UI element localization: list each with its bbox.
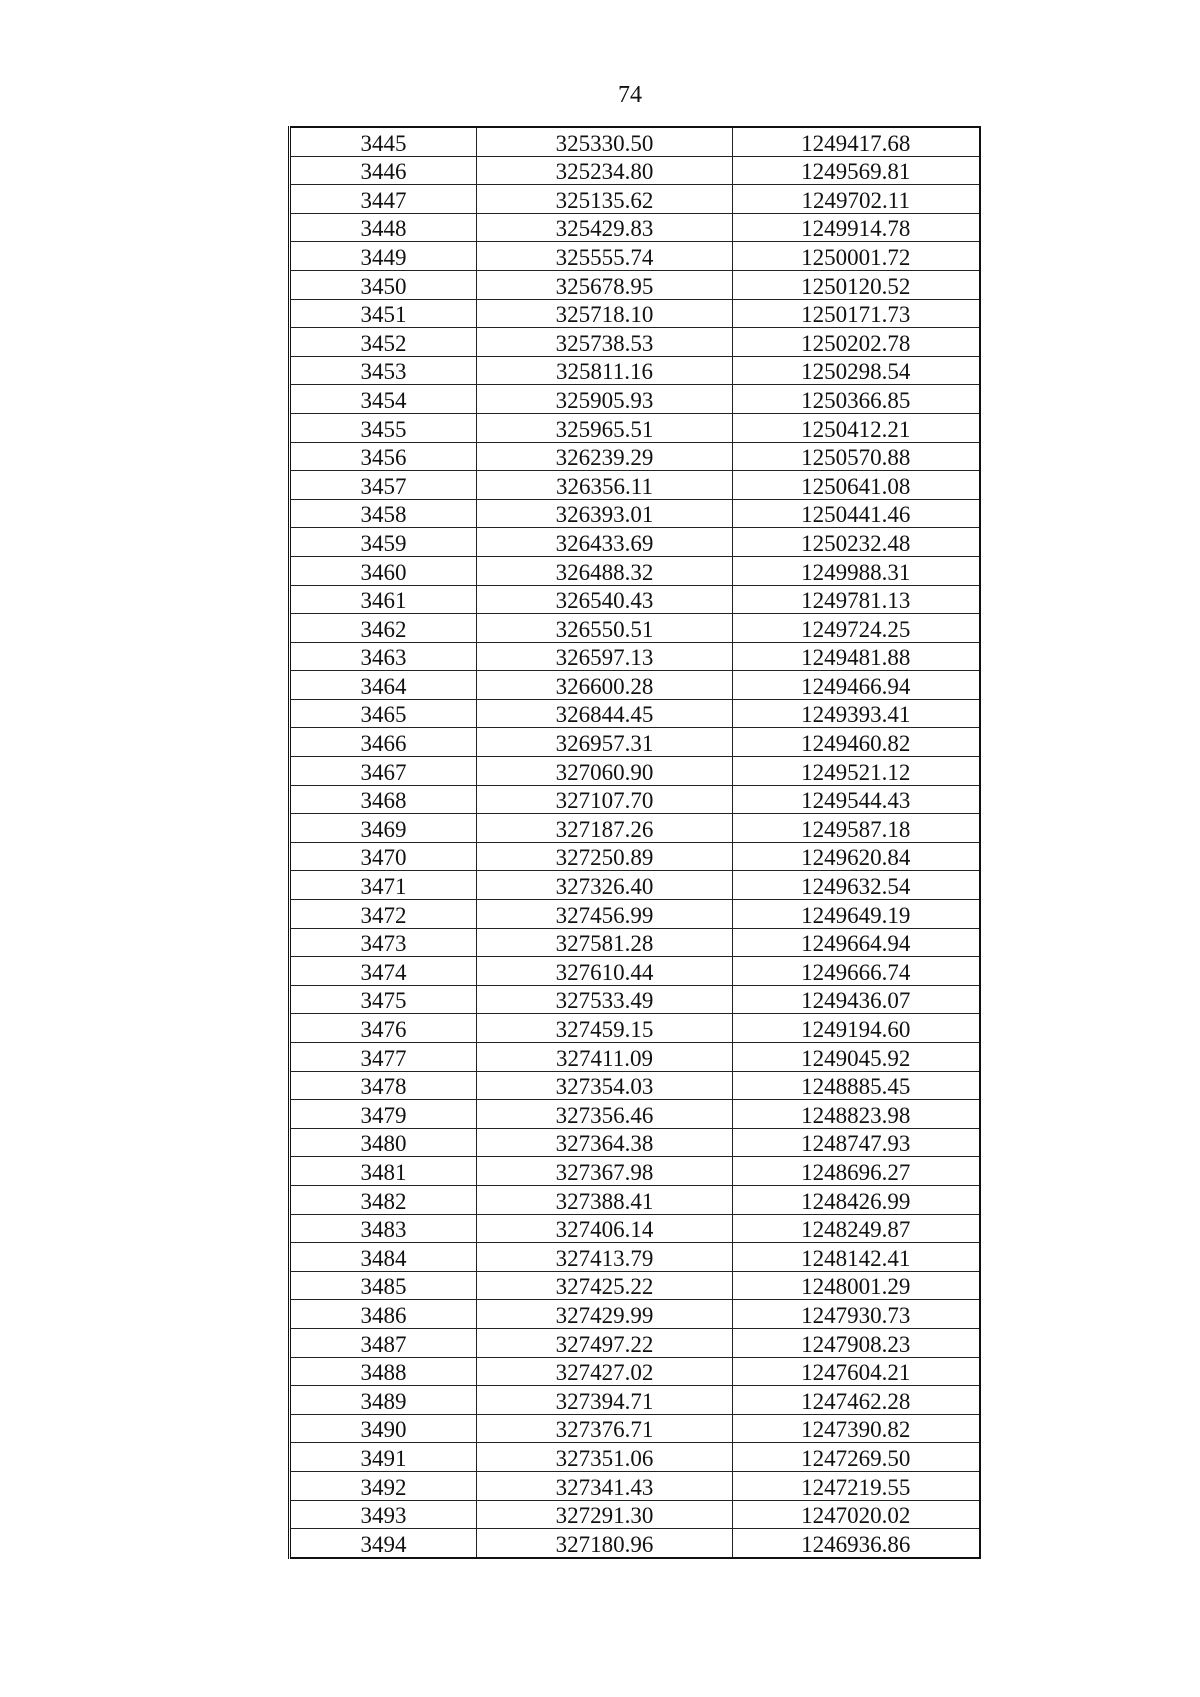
- point-number-cell: 3455: [290, 413, 477, 442]
- table-row: [290, 356, 980, 385]
- x-coordinate-cell: 327413.79: [477, 1243, 733, 1272]
- x-coordinate-cell: 325738.53: [477, 328, 733, 357]
- x-coordinate-cell: 325905.93: [477, 385, 733, 414]
- table-row: [290, 842, 980, 871]
- y-coordinate-cell: 1250298.54: [733, 356, 980, 385]
- y-coordinate-cell: 1247020.02: [733, 1500, 980, 1529]
- y-coordinate-cell: 1250366.85: [733, 385, 980, 414]
- point-number-cell: 3467: [290, 757, 477, 786]
- table-row: [290, 699, 980, 728]
- point-number-cell: 3484: [290, 1243, 477, 1272]
- x-coordinate-cell: 327456.99: [477, 900, 733, 929]
- table-row: [290, 413, 980, 442]
- table-row: [290, 499, 980, 528]
- point-number-cell: 3466: [290, 728, 477, 757]
- y-coordinate-cell: 1248823.98: [733, 1100, 980, 1129]
- point-number-cell: 3454: [290, 385, 477, 414]
- point-number-cell: 3456: [290, 442, 477, 471]
- x-coordinate-cell: 327250.89: [477, 842, 733, 871]
- y-coordinate-cell: 1248885.45: [733, 1071, 980, 1100]
- table-row: [290, 1386, 980, 1415]
- y-coordinate-cell: 1248249.87: [733, 1214, 980, 1243]
- coordinates-table-body: [290, 127, 980, 1558]
- point-number-cell: 3468: [290, 785, 477, 814]
- y-coordinate-cell: 1250171.73: [733, 299, 980, 328]
- point-number-cell: 3451: [290, 299, 477, 328]
- table-row: [290, 1157, 980, 1186]
- y-coordinate-cell: 1249045.92: [733, 1043, 980, 1072]
- x-coordinate-cell: 327180.96: [477, 1529, 733, 1558]
- table-row: [290, 957, 980, 986]
- table-row: [290, 642, 980, 671]
- table-row: [290, 900, 980, 929]
- x-coordinate-cell: 327107.70: [477, 785, 733, 814]
- point-number-cell: 3465: [290, 699, 477, 728]
- y-coordinate-cell: 1250412.21: [733, 413, 980, 442]
- point-number-cell: 3476: [290, 1014, 477, 1043]
- y-coordinate-cell: 1248696.27: [733, 1157, 980, 1186]
- x-coordinate-cell: 326957.31: [477, 728, 733, 757]
- y-coordinate-cell: 1249194.60: [733, 1014, 980, 1043]
- y-coordinate-cell: 1250441.46: [733, 499, 980, 528]
- point-number-cell: 3494: [290, 1529, 477, 1558]
- table-row: [290, 614, 980, 643]
- point-number-cell: 3482: [290, 1185, 477, 1214]
- point-number-cell: 3464: [290, 671, 477, 700]
- y-coordinate-cell: 1247269.50: [733, 1443, 980, 1472]
- point-number-cell: 3470: [290, 842, 477, 871]
- point-number-cell: 3445: [290, 127, 477, 156]
- table-row: [290, 1014, 980, 1043]
- page-number: 74: [618, 82, 642, 108]
- point-number-cell: 3447: [290, 185, 477, 214]
- point-number-cell: 3491: [290, 1443, 477, 1472]
- table-row: [290, 1529, 980, 1558]
- point-number-cell: 3457: [290, 471, 477, 500]
- y-coordinate-cell: 1249914.78: [733, 213, 980, 242]
- point-number-cell: 3477: [290, 1043, 477, 1072]
- table-row: [290, 1271, 980, 1300]
- x-coordinate-cell: 325555.74: [477, 242, 733, 271]
- y-coordinate-cell: 1249481.88: [733, 642, 980, 671]
- table-row: [290, 299, 980, 328]
- table-row: [290, 871, 980, 900]
- x-coordinate-cell: 327187.26: [477, 814, 733, 843]
- x-coordinate-cell: 327060.90: [477, 757, 733, 786]
- x-coordinate-cell: 327610.44: [477, 957, 733, 986]
- point-number-cell: 3474: [290, 957, 477, 986]
- y-coordinate-cell: 1247390.82: [733, 1414, 980, 1443]
- table-row: [290, 471, 980, 500]
- point-number-cell: 3488: [290, 1357, 477, 1386]
- x-coordinate-cell: 325429.83: [477, 213, 733, 242]
- point-number-cell: 3460: [290, 556, 477, 585]
- point-number-cell: 3452: [290, 328, 477, 357]
- y-coordinate-cell: 1250641.08: [733, 471, 980, 500]
- point-number-cell: 3453: [290, 356, 477, 385]
- y-coordinate-cell: 1247462.28: [733, 1386, 980, 1415]
- point-number-cell: 3492: [290, 1471, 477, 1500]
- y-coordinate-cell: 1247604.21: [733, 1357, 980, 1386]
- x-coordinate-cell: 327394.71: [477, 1386, 733, 1415]
- y-coordinate-cell: 1249393.41: [733, 699, 980, 728]
- x-coordinate-cell: 327351.06: [477, 1443, 733, 1472]
- table-row: [290, 528, 980, 557]
- x-coordinate-cell: 326433.69: [477, 528, 733, 557]
- x-coordinate-cell: 326239.29: [477, 442, 733, 471]
- coordinates-table: [288, 126, 981, 1559]
- table-row: [290, 1471, 980, 1500]
- x-coordinate-cell: 327376.71: [477, 1414, 733, 1443]
- table-row: [290, 1328, 980, 1357]
- y-coordinate-cell: 1246936.86: [733, 1529, 980, 1558]
- y-coordinate-cell: 1249664.94: [733, 928, 980, 957]
- y-coordinate-cell: 1249569.81: [733, 156, 980, 185]
- y-coordinate-cell: 1250001.72: [733, 242, 980, 271]
- table-row: [290, 1443, 980, 1472]
- x-coordinate-cell: 325718.10: [477, 299, 733, 328]
- x-coordinate-cell: 326600.28: [477, 671, 733, 700]
- x-coordinate-cell: 327354.03: [477, 1071, 733, 1100]
- table-row: [290, 1100, 980, 1129]
- point-number-cell: 3487: [290, 1328, 477, 1357]
- x-coordinate-cell: 327406.14: [477, 1214, 733, 1243]
- y-coordinate-cell: 1248001.29: [733, 1271, 980, 1300]
- x-coordinate-cell: 327581.28: [477, 928, 733, 957]
- x-coordinate-cell: 325965.51: [477, 413, 733, 442]
- point-number-cell: 3475: [290, 985, 477, 1014]
- table-row: [290, 671, 980, 700]
- point-number-cell: 3473: [290, 928, 477, 957]
- table-row: [290, 1243, 980, 1272]
- y-coordinate-cell: 1249781.13: [733, 585, 980, 614]
- x-coordinate-cell: 327326.40: [477, 871, 733, 900]
- table-row: [290, 728, 980, 757]
- x-coordinate-cell: 326393.01: [477, 499, 733, 528]
- x-coordinate-cell: 327341.43: [477, 1471, 733, 1500]
- table-row: [290, 127, 980, 156]
- table-row: [290, 814, 980, 843]
- table-row: [290, 1043, 980, 1072]
- y-coordinate-cell: 1247908.23: [733, 1328, 980, 1357]
- point-number-cell: 3485: [290, 1271, 477, 1300]
- point-number-cell: 3481: [290, 1157, 477, 1186]
- x-coordinate-cell: 327425.22: [477, 1271, 733, 1300]
- x-coordinate-cell: 327388.41: [477, 1185, 733, 1214]
- table-row: [290, 757, 980, 786]
- x-coordinate-cell: 325330.50: [477, 127, 733, 156]
- table-row: [290, 385, 980, 414]
- y-coordinate-cell: 1249724.25: [733, 614, 980, 643]
- y-coordinate-cell: 1249988.31: [733, 556, 980, 585]
- x-coordinate-cell: 327356.46: [477, 1100, 733, 1129]
- x-coordinate-cell: 325678.95: [477, 270, 733, 299]
- x-coordinate-cell: 326488.32: [477, 556, 733, 585]
- x-coordinate-cell: 327497.22: [477, 1328, 733, 1357]
- x-coordinate-cell: 326540.43: [477, 585, 733, 614]
- x-coordinate-cell: 326550.51: [477, 614, 733, 643]
- y-coordinate-cell: 1247219.55: [733, 1471, 980, 1500]
- y-coordinate-cell: 1249666.74: [733, 957, 980, 986]
- point-number-cell: 3449: [290, 242, 477, 271]
- point-number-cell: 3493: [290, 1500, 477, 1529]
- y-coordinate-cell: 1248142.41: [733, 1243, 980, 1272]
- y-coordinate-cell: 1249460.82: [733, 728, 980, 757]
- point-number-cell: 3471: [290, 871, 477, 900]
- x-coordinate-cell: 327429.99: [477, 1300, 733, 1329]
- table-row: [290, 185, 980, 214]
- point-number-cell: 3483: [290, 1214, 477, 1243]
- table-row: [290, 1214, 980, 1243]
- x-coordinate-cell: 326356.11: [477, 471, 733, 500]
- x-coordinate-cell: 327459.15: [477, 1014, 733, 1043]
- x-coordinate-cell: 327427.02: [477, 1357, 733, 1386]
- table-row: [290, 1185, 980, 1214]
- y-coordinate-cell: 1247930.73: [733, 1300, 980, 1329]
- y-coordinate-cell: 1249632.54: [733, 871, 980, 900]
- table-row: [290, 1500, 980, 1529]
- point-number-cell: 3472: [290, 900, 477, 929]
- x-coordinate-cell: 325135.62: [477, 185, 733, 214]
- point-number-cell: 3462: [290, 614, 477, 643]
- table-row: [290, 270, 980, 299]
- point-number-cell: 3478: [290, 1071, 477, 1100]
- y-coordinate-cell: 1248426.99: [733, 1185, 980, 1214]
- table-row: [290, 156, 980, 185]
- point-number-cell: 3489: [290, 1386, 477, 1415]
- y-coordinate-cell: 1249620.84: [733, 842, 980, 871]
- x-coordinate-cell: 327364.38: [477, 1128, 733, 1157]
- y-coordinate-cell: 1249466.94: [733, 671, 980, 700]
- x-coordinate-cell: 327367.98: [477, 1157, 733, 1186]
- point-number-cell: 3448: [290, 213, 477, 242]
- table-row: [290, 442, 980, 471]
- point-number-cell: 3461: [290, 585, 477, 614]
- x-coordinate-cell: 326844.45: [477, 699, 733, 728]
- y-coordinate-cell: 1249521.12: [733, 757, 980, 786]
- table-row: [290, 1071, 980, 1100]
- y-coordinate-cell: 1250232.48: [733, 528, 980, 557]
- table-row: [290, 585, 980, 614]
- table-row: [290, 785, 980, 814]
- x-coordinate-cell: 326597.13: [477, 642, 733, 671]
- point-number-cell: 3479: [290, 1100, 477, 1129]
- table-row: [290, 1414, 980, 1443]
- y-coordinate-cell: 1249436.07: [733, 985, 980, 1014]
- point-number-cell: 3490: [290, 1414, 477, 1443]
- y-coordinate-cell: 1249649.19: [733, 900, 980, 929]
- table-row: [290, 213, 980, 242]
- point-number-cell: 3446: [290, 156, 477, 185]
- table-row: [290, 985, 980, 1014]
- table-row: [290, 1128, 980, 1157]
- y-coordinate-cell: 1250570.88: [733, 442, 980, 471]
- y-coordinate-cell: 1250120.52: [733, 270, 980, 299]
- x-coordinate-cell: 327411.09: [477, 1043, 733, 1072]
- point-number-cell: 3463: [290, 642, 477, 671]
- x-coordinate-cell: 325234.80: [477, 156, 733, 185]
- y-coordinate-cell: 1249544.43: [733, 785, 980, 814]
- point-number-cell: 3458: [290, 499, 477, 528]
- point-number-cell: 3486: [290, 1300, 477, 1329]
- table-row: [290, 1357, 980, 1386]
- x-coordinate-cell: 325811.16: [477, 356, 733, 385]
- table-row: [290, 1300, 980, 1329]
- table-row: [290, 928, 980, 957]
- y-coordinate-cell: 1248747.93: [733, 1128, 980, 1157]
- x-coordinate-cell: 327291.30: [477, 1500, 733, 1529]
- table-row: [290, 328, 980, 357]
- point-number-cell: 3450: [290, 270, 477, 299]
- y-coordinate-cell: 1249417.68: [733, 127, 980, 156]
- point-number-cell: 3459: [290, 528, 477, 557]
- table-row: [290, 242, 980, 271]
- y-coordinate-cell: 1250202.78: [733, 328, 980, 357]
- y-coordinate-cell: 1249702.11: [733, 185, 980, 214]
- table-row: [290, 556, 980, 585]
- y-coordinate-cell: 1249587.18: [733, 814, 980, 843]
- point-number-cell: 3480: [290, 1128, 477, 1157]
- x-coordinate-cell: 327533.49: [477, 985, 733, 1014]
- point-number-cell: 3469: [290, 814, 477, 843]
